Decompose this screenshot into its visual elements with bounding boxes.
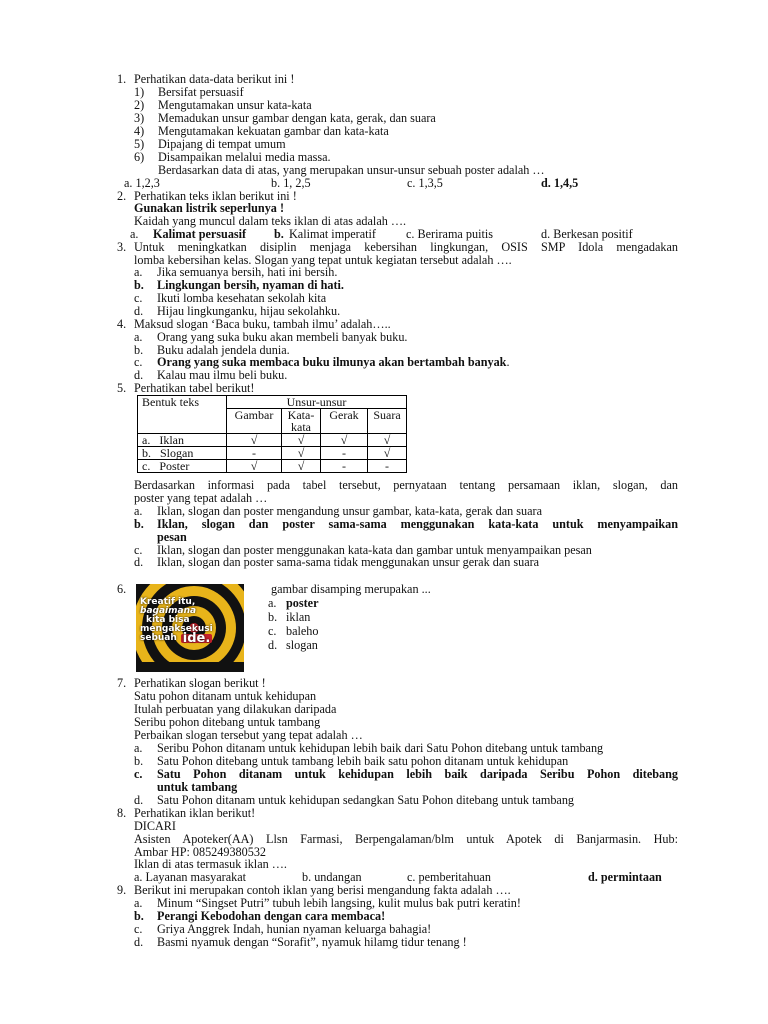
q2-option-letter: b.: [274, 227, 284, 241]
q4-number: 4.: [117, 317, 127, 331]
q7-number: 7.: [117, 676, 127, 690]
q6-option: iklan: [286, 610, 311, 624]
q6-option-letter: b.: [268, 610, 278, 624]
table-row: [138, 434, 407, 447]
q7-question: Perbaikan slogan tersebut yang tepat adalah …: [134, 728, 363, 742]
q9-option-letter: c.: [134, 922, 143, 936]
q2-number: 2.: [117, 189, 127, 203]
table-cell: √: [282, 434, 321, 447]
q6-option: slogan: [286, 638, 318, 652]
q1-item-number: 2): [134, 98, 145, 112]
q3-stem: lomba kebersihan kelas. Slogan yang tepat untuk kegiatan tersebut adalah ….: [134, 253, 512, 267]
table-cell: √: [321, 434, 368, 447]
poster-text: [140, 597, 213, 646]
q2-option-d: d. Berkesan positif: [541, 227, 633, 241]
q6-option: baleho: [286, 624, 319, 638]
q3-option: Hijau lingkunganku, hijau sekolahku.: [157, 304, 341, 318]
q3-option-letter: b.: [134, 278, 144, 292]
q3-option: Jika semuanya bersih, hati ini bersih.: [157, 265, 338, 279]
q7-option: Satu Pohon ditebang untuk tambang lebih baik satu pohon ditanam untuk kehidupan: [157, 754, 569, 768]
q4-option-letter: b.: [134, 343, 144, 357]
q4-option-letter: c.: [134, 355, 143, 369]
poster-line: mengaksekusi: [140, 624, 213, 634]
q5-option-letter: b.: [134, 517, 144, 531]
q3-option-letter: a.: [134, 265, 143, 279]
table-header-gerak: Gerak: [321, 409, 368, 434]
q1-item: Disampaikan melalui media massa.: [158, 150, 331, 164]
q5-option-letter: a.: [134, 504, 143, 518]
table-row-label: a. Iklan: [138, 434, 227, 447]
q4-stem: Maksud slogan ‘Baca buku, tambah ilmu’ adalah…..: [134, 317, 391, 331]
q5-option: Iklan, slogan dan poster mengandung unsur gambar, kata-kata, gerak dan suara: [157, 504, 542, 518]
q1-option-c: c. 1,3,5: [407, 176, 443, 190]
q2-ad-text: Gunakan listrik seperlunya !: [134, 201, 285, 215]
q1-item: Bersifat persuasif: [158, 85, 244, 99]
q7-slogan-line: Seribu pohon ditebang untuk tambang: [134, 715, 321, 729]
table-header-gambar: Gambar: [227, 409, 282, 434]
q1-item: Mengutamakan unsur kata-kata: [158, 98, 312, 112]
q7-option: Satu Pohon ditanam untuk kehidupan sedangkan Satu Pohon ditebang untuk tambang: [157, 793, 575, 807]
q2-option-letter: a.: [130, 227, 139, 241]
table-header-bentuk: Bentuk teks: [138, 396, 227, 434]
q5-option-letter: d.: [134, 555, 144, 569]
q9-option-letter: a.: [134, 896, 143, 910]
table-header-kata: [282, 409, 321, 434]
q7-slogan-line: Satu pohon ditanam untuk kehidupan: [134, 689, 317, 703]
q2-option-b: Kalimat imperatif: [289, 227, 376, 241]
q1-item: Dipajang di tempat umum: [158, 137, 286, 151]
q7-option-letter: b.: [134, 754, 144, 768]
q6-option-letter: a.: [268, 596, 277, 610]
table-cell: -: [321, 460, 368, 473]
q7-option: untuk tambang: [157, 780, 238, 794]
table-header-kata-line1: Kata-: [287, 408, 315, 422]
q5-question: poster yang tepat adalah …: [134, 491, 268, 505]
q1-item-number: 3): [134, 111, 145, 125]
q4-option-letter: a.: [134, 330, 143, 344]
q8-number: 8.: [117, 806, 127, 820]
q3-option-letter: d.: [134, 304, 144, 318]
q8-stem: Perhatikan iklan berikut!: [134, 806, 256, 820]
q3-option-letter: c.: [134, 291, 143, 305]
q8-option-b: b. undangan: [302, 870, 362, 884]
table-row-label: c. Poster: [138, 460, 227, 473]
q3-option: Ikuti lomba kesehatan sekolah kita: [157, 291, 327, 305]
q1-stem: Perhatikan data-data berikut ini !: [134, 72, 295, 86]
q5-stem: Perhatikan tabel berikut!: [134, 381, 255, 395]
table-header-suara: Suara: [368, 409, 407, 434]
q9-option-letter: b.: [134, 909, 144, 923]
q5-question: Berdasarkan informasi pada tabel tersebut, pernyataan tentang persamaan iklan, slogan, dan: [134, 478, 678, 492]
q1-option-b: b. 1, 2,5: [271, 176, 311, 190]
q4-option: Buku adalah jendela dunia.: [157, 343, 290, 357]
table-header-unsur: Unsur-unsur: [227, 396, 407, 409]
q2-stem: Perhatikan teks iklan berikut ini !: [134, 189, 297, 203]
poster-line: sebuah: [140, 633, 177, 643]
q7-option-letter: a.: [134, 741, 143, 755]
poster-line: kita bisa: [146, 615, 190, 625]
table-cell: -: [368, 460, 407, 473]
q5-table: [137, 395, 407, 473]
q5-option: Iklan, slogan dan poster menggunakan kata-kata dan gambar untuk menyampaikan pesan: [157, 543, 592, 557]
q6-number: 6.: [117, 582, 127, 596]
q5-number: 5.: [117, 381, 127, 395]
q1-item-number: 6): [134, 150, 145, 164]
table-cell: -: [321, 447, 368, 460]
table-row: [138, 447, 407, 460]
q2-question: Kaidah yang muncul dalam teks iklan di atas adalah ….: [134, 214, 407, 228]
q8-question: Iklan di atas termasuk iklan ….: [134, 857, 287, 871]
q1-question: Berdasarkan data di atas, yang merupakan unsur-unsur sebuah poster adalah …: [158, 163, 545, 177]
poster-line: bagaimana: [140, 606, 197, 616]
q8-ad-line: DICARI: [134, 819, 176, 833]
q8-ad-line: Ambar HP: 085249380532: [134, 845, 267, 859]
q8-ad-line: Asisten Apoteker(AA) Llsn Farmasi, Berpengalaman/blm untuk Apotek di Banjarmasin. Hub:: [134, 832, 678, 846]
q9-option: Minum “Singset Putri” tubuh lebih langsing, kulit mulus bak putri keratin!: [157, 896, 521, 910]
q2-option-c: c. Berirama puitis: [406, 227, 493, 241]
poster-image: [136, 584, 244, 672]
table-cell: -: [227, 447, 282, 460]
q7-option: Satu Pohon ditanam untuk kehidupan lebih baik daripada Seribu Pohon ditebang: [157, 767, 678, 781]
table-cell: √: [368, 447, 407, 460]
q4-option: Orang yang suka buku akan membeli banyak buku.: [157, 330, 408, 344]
q8-option-d: d. permintaan: [588, 870, 662, 884]
q1-item-number: 1): [134, 85, 145, 99]
q4-option: Kalau mau ilmu beli buku.: [157, 368, 288, 382]
table-cell: √: [282, 447, 321, 460]
q1-item: Mengutamakan kekuatan gambar dan kata-kata: [158, 124, 389, 138]
q1-option-a: a. 1,2,3: [124, 176, 160, 190]
q2-option-a: Kalimat persuasif: [153, 227, 247, 241]
q5-option: Iklan, slogan dan poster sama-sama menggunakan kata-kata untuk menyampaikan: [157, 517, 678, 531]
q9-stem: Berikut ini merupakan contoh iklan yang berisi mengandung fakta adalah ….: [134, 883, 511, 897]
q5-option: pesan: [157, 530, 187, 544]
q5-option: Iklan, slogan dan poster sama-sama tidak menggunakan unsur gerak dan suara: [157, 555, 540, 569]
q7-option: Seribu Pohon ditanam untuk kehidupan lebih baik dari Satu Pohon ditebang untuk tambang: [157, 741, 604, 755]
q5-option-letter: c.: [134, 543, 143, 557]
q9-number: 9.: [117, 883, 127, 897]
q3-number: 3.: [117, 240, 127, 254]
q3-stem: Untuk meningkatkan disiplin menjaga kebersihan lingkungan, OSIS SMP Idola mengadakan: [134, 240, 678, 254]
table-cell: √: [227, 460, 282, 473]
q9-option-letter: d.: [134, 935, 144, 949]
poster-line: Kreatif itu,: [140, 597, 196, 607]
q3-option: Lingkungan bersih, nyaman di hati.: [157, 278, 344, 292]
q1-number: 1.: [117, 72, 127, 86]
table-row: [138, 460, 407, 473]
q1-item-number: 4): [134, 124, 145, 138]
q7-slogan-line: Itulah perbuatan yang dilakukan daripada: [134, 702, 337, 716]
q1-item: Memadukan unsur gambar dengan kata, gerak, dan suara: [158, 111, 436, 125]
table-row-label: b. Slogan: [138, 447, 227, 460]
q4-option: Orang yang suka membaca buku ilmunya akan bertambah banyak: [157, 355, 507, 369]
q6-option-letter: d.: [268, 638, 278, 652]
q1-option-d: d. 1,4,5: [541, 176, 579, 190]
q6-option: poster: [286, 596, 319, 610]
q4-option-period: .: [506, 355, 510, 369]
table-cell: √: [368, 434, 407, 447]
poster-line-ide: ide.: [182, 631, 211, 646]
q7-stem: Perhatikan slogan berikut !: [134, 676, 266, 690]
q8-option-c: c. pemberitahuan: [407, 870, 491, 884]
table-cell: √: [227, 434, 282, 447]
table-header-kata-line2: kata: [291, 420, 311, 434]
q6-stem: gambar disamping merupakan ...: [271, 582, 431, 596]
q9-option: Perangi Kebodohan dengan cara membaca!: [157, 909, 386, 923]
q7-option-letter: d.: [134, 793, 144, 807]
table-cell: √: [282, 460, 321, 473]
q8-option-a: a. Layanan masyarakat: [134, 870, 246, 884]
q9-option: Griya Anggrek Indah, hunian nyaman keluarga bahagia!: [157, 922, 432, 936]
q4-option-letter: d.: [134, 368, 144, 382]
q9-option: Basmi nyamuk dengan “Sorafit”, nyamuk hilamg tidur tenang !: [157, 935, 467, 949]
q6-option-letter: c.: [268, 624, 277, 638]
q7-option-letter: c.: [134, 767, 143, 781]
q1-item-number: 5): [134, 137, 145, 151]
